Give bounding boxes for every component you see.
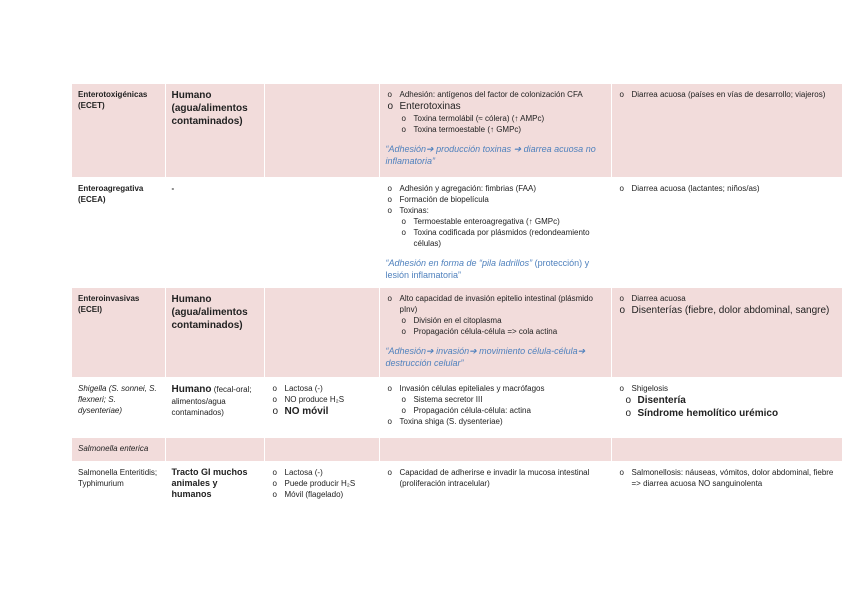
list-item: o División en el citoplasma xyxy=(400,315,605,326)
list-item: o Sistema secretor III xyxy=(400,394,605,405)
biochem xyxy=(264,177,379,287)
list-item: o Shigelosis xyxy=(618,383,836,394)
biochem xyxy=(264,461,379,511)
list-item: o Diarrea acuosa (lactantes; niños/as) xyxy=(618,183,836,194)
pathogen-name: Salmonella Enteritidis; Typhimurium xyxy=(72,461,165,511)
list-item: o Disentería xyxy=(624,394,836,407)
clinical xyxy=(611,84,842,177)
reservoir: - xyxy=(165,177,264,287)
pathogen-name: Enterotoxigénicas (ECET) xyxy=(72,84,165,177)
clinical xyxy=(611,461,842,511)
list-item: o Formación de biopelícula xyxy=(386,194,605,205)
mechanism-note: “Adhesión en forma de “pila ladrillos” (protección) y lesión inflamatoria” xyxy=(385,257,590,280)
mechanism-note: “Adhesión➔ producción toxinas ➔ diarrea acuosa no inflamatoria” xyxy=(385,144,596,166)
list-item: o Móvil (flagelado) xyxy=(271,489,373,500)
list-item: o Alto capacidad de invasión epitelio intestinal (plásmido pInv) xyxy=(386,293,605,315)
list-item: o Invasión células epiteliales y macrófagos xyxy=(386,383,605,394)
table-row xyxy=(72,177,842,287)
table-row xyxy=(72,461,842,511)
list-item: o Diarrea acuosa xyxy=(618,293,836,304)
list-item: o Disenterías (fiebre, dolor abdominal, sangre) xyxy=(618,304,836,317)
pathogen-table xyxy=(72,84,843,512)
mechanism xyxy=(379,84,611,177)
clinical xyxy=(611,177,842,287)
list-item: o Toxina termoestable (↑ GMPc) xyxy=(400,124,605,135)
biochem xyxy=(264,287,379,377)
list-item: o Síndrome hemolítico urémico xyxy=(624,407,836,420)
table-row xyxy=(72,377,842,437)
reservoir: Humano (fecal-oral; alimentos/agua contaminados) xyxy=(165,377,264,437)
list-item: o Adhesión: antígenos del factor de colonización CFA xyxy=(386,89,605,100)
mechanism xyxy=(379,377,611,437)
list-item: o Puede producir H₂S xyxy=(271,478,373,489)
table-row xyxy=(72,84,842,177)
list-item: o Enterotoxinas xyxy=(386,100,605,113)
list-item: o Salmonellosis: náuseas, vómitos, dolor abdominal, fiebre => diarrea acuosa NO sanguinolenta xyxy=(618,467,836,489)
pathogen-name: Enteroagregativa (ECEA) xyxy=(72,177,165,287)
pathogen-name: Shigella (S. sonnei, S. flexneri; S. dysenteriae) xyxy=(72,377,165,437)
pathogen-name: Enteroinvasivas (ECEI) xyxy=(72,287,165,377)
list-item: o Lactosa (-) xyxy=(271,383,373,394)
table-row xyxy=(72,437,842,461)
reservoir: Humano (agua/alimentos contaminados) xyxy=(165,84,264,177)
list-item: o Propagación célula-célula => cola actina xyxy=(400,326,605,337)
mechanism-note: “Adhesión➔ invasión➔ movimiento célula-célula➔ destrucción celular” xyxy=(385,345,586,368)
pathogen-name: Salmonella enterica xyxy=(72,437,165,461)
list-item: o NO móvil xyxy=(271,405,373,418)
list-item: o Diarrea acuosa (países en vías de desarrollo; viajeros) xyxy=(618,89,836,100)
list-item: o Termoestable enteroagregativa (↑ GMPc) xyxy=(400,216,605,227)
list-item: o Toxinas: xyxy=(386,205,605,216)
list-item: o Lactosa (-) xyxy=(271,467,373,478)
list-item: o Propagación célula-célula: actina xyxy=(400,405,605,416)
clinical xyxy=(611,377,842,437)
mechanism xyxy=(379,287,611,377)
list-item: o Toxina codificada por plásmidos (redondeamiento células) xyxy=(400,227,605,249)
table-row xyxy=(72,287,842,377)
list-item: o Toxina shiga (S. dysenteriae) xyxy=(386,416,605,427)
reservoir: Tracto GI muchos animales y humanos xyxy=(165,461,264,511)
list-item: o Toxina termolábil (≈ cólera) (↑ AMPc) xyxy=(400,113,605,124)
biochem xyxy=(264,84,379,177)
list-item: o Adhesión y agregación: fimbrias (FAA) xyxy=(386,183,605,194)
mechanism xyxy=(379,461,611,511)
clinical xyxy=(611,287,842,377)
biochem xyxy=(264,377,379,437)
mechanism xyxy=(379,177,611,287)
reservoir: Humano (agua/alimentos contaminados) xyxy=(165,287,264,377)
list-item: o Capacidad de adherirse e invadir la mucosa intestinal (proliferación intracelular) xyxy=(386,467,605,489)
list-item: o NO produce H₂S xyxy=(271,394,373,405)
